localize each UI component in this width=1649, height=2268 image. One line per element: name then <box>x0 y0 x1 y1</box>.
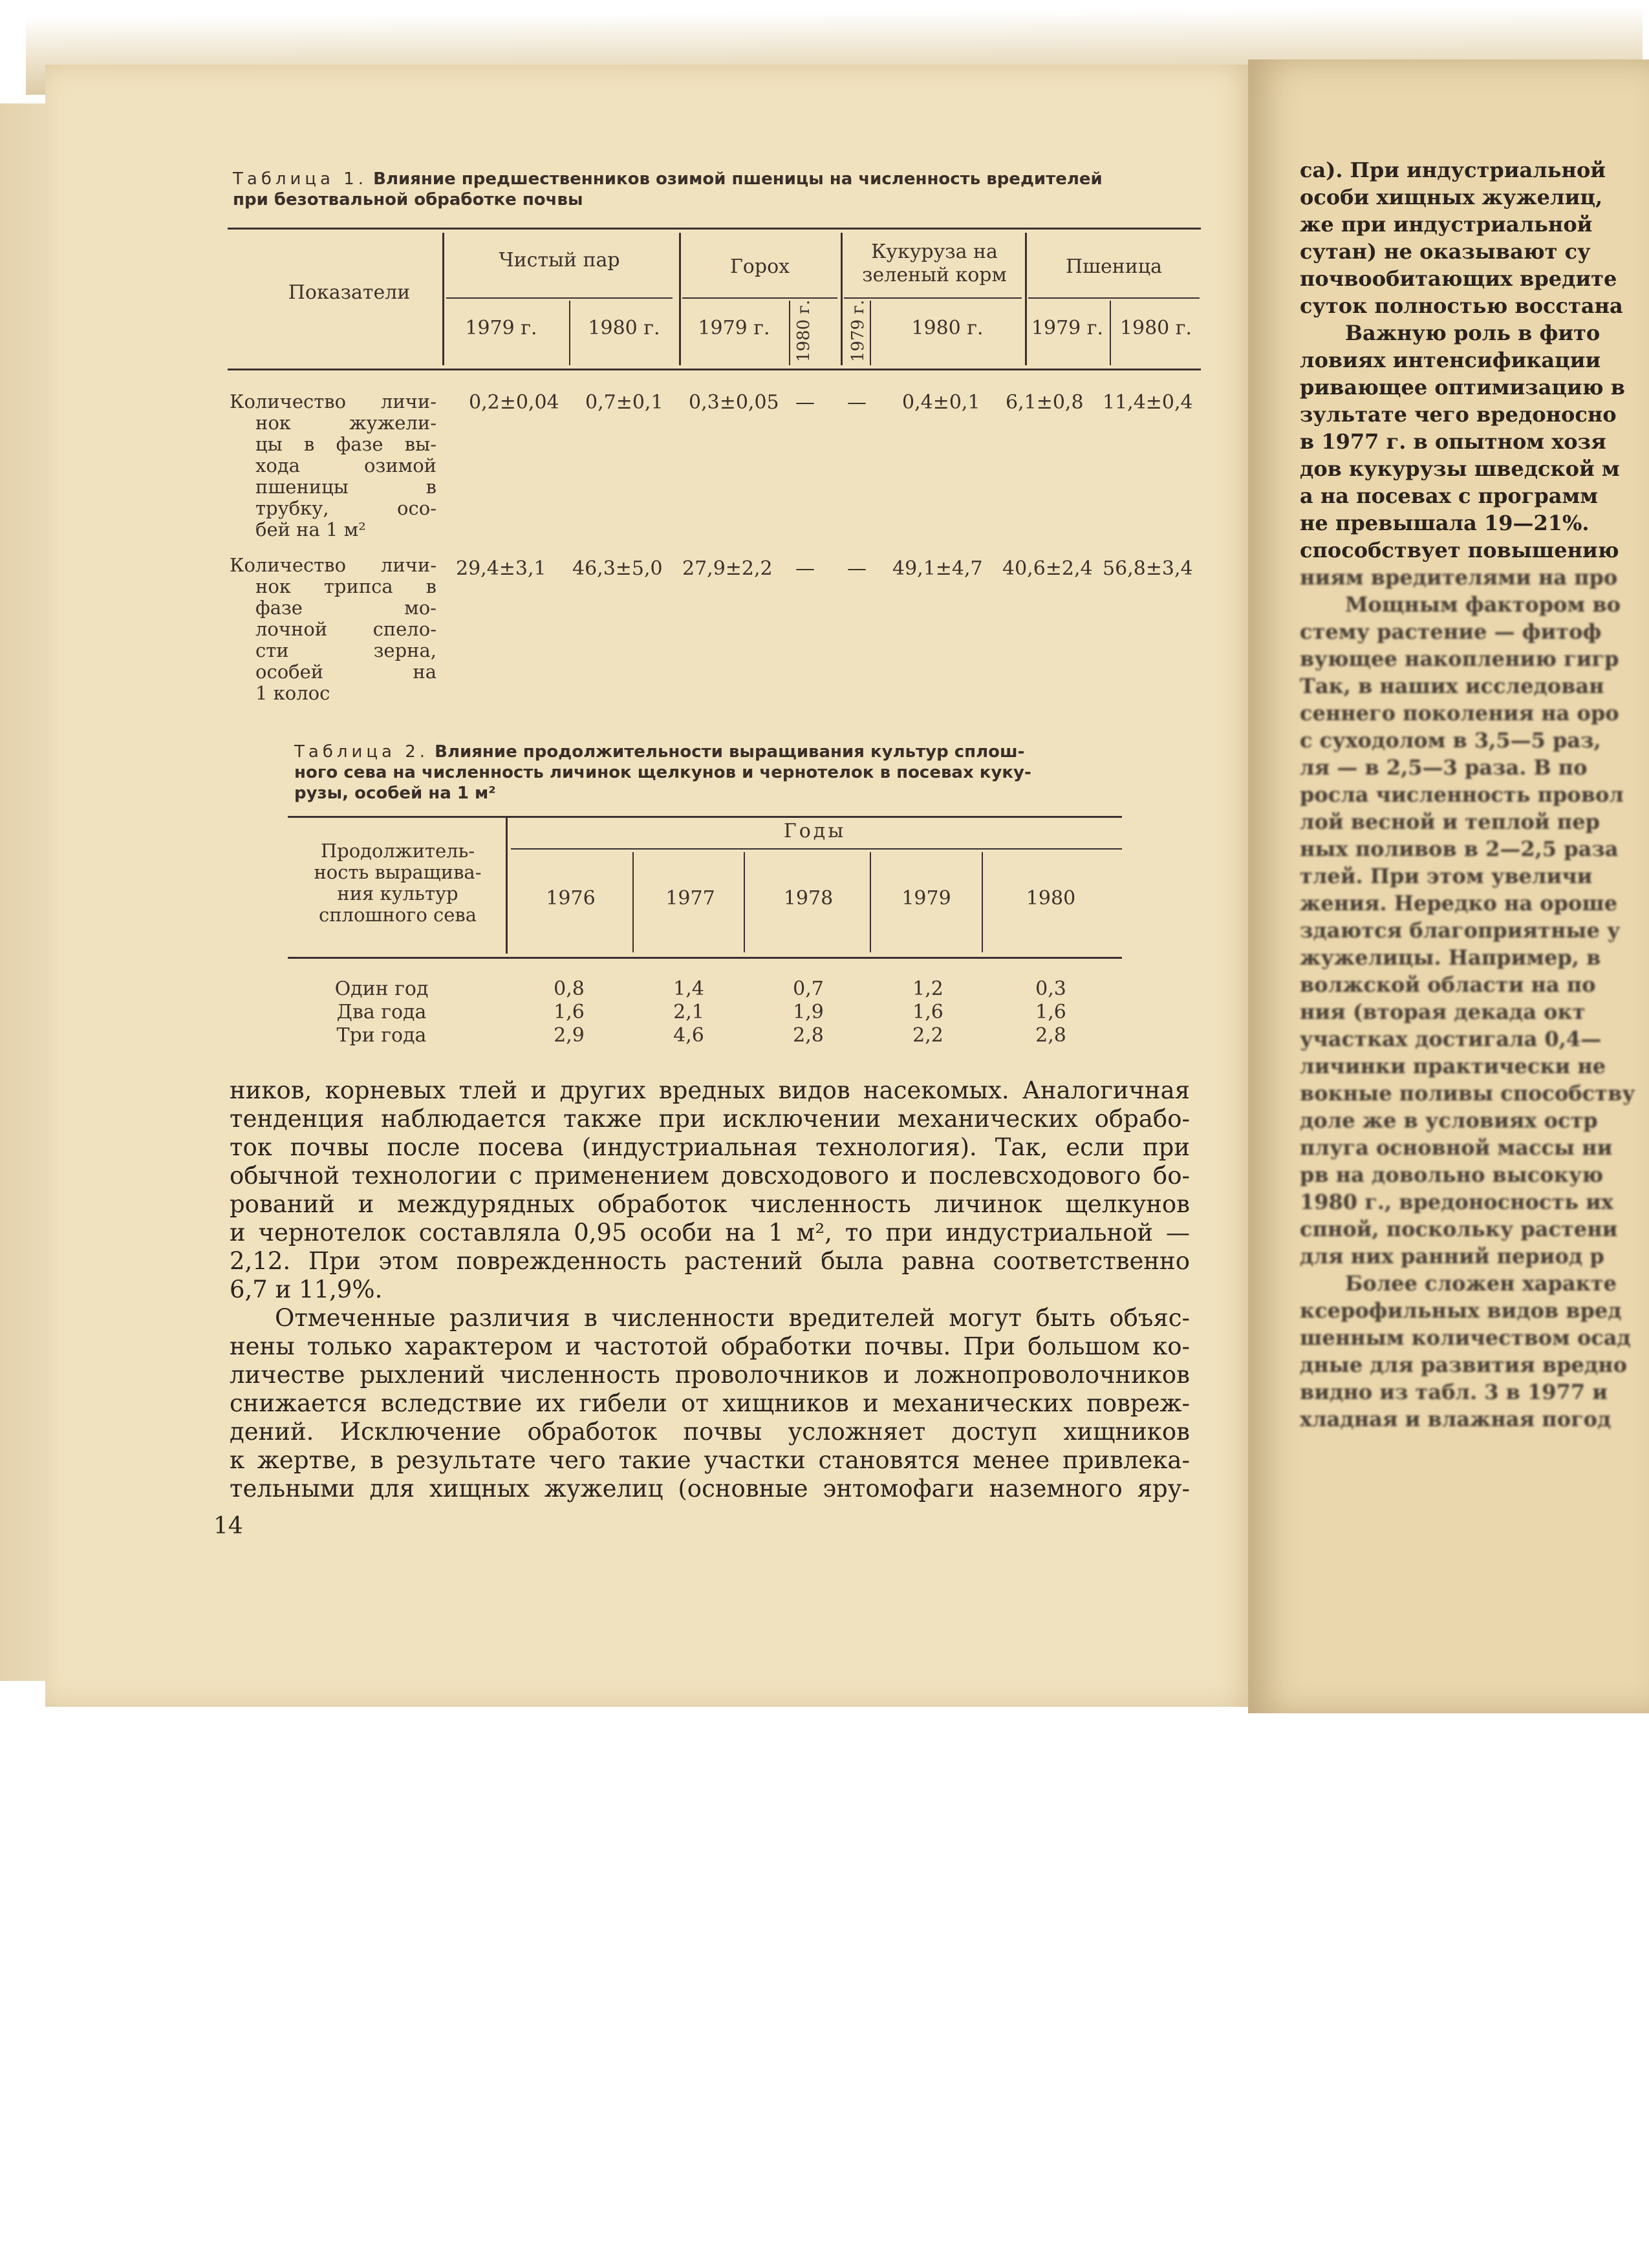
table2-col-1980 <box>1025 978 1077 1047</box>
table1-row2-label-line: фазе мо- <box>255 597 436 619</box>
body-line: ток почвы после посева (индустриальная технология). Так, если при <box>230 1133 1190 1161</box>
table2-caption-line1 <box>294 742 1024 762</box>
right-page-line: для них ранний период р <box>1300 1244 1604 1268</box>
right-page-line: в 1977 г. в опытном хозя <box>1300 429 1606 454</box>
body-line: обычной технологии с применением довсходового и послевсходового бо- <box>230 1162 1190 1190</box>
table1-row2-label-line: особей на <box>255 661 436 683</box>
table2-year: 1979 <box>901 887 951 910</box>
table2-cell: 1,4 <box>673 978 704 1000</box>
right-page-line: хладная и влажная погод <box>1300 1407 1611 1431</box>
table1-year: 1979 г. <box>1031 317 1104 339</box>
table2-title-line2: ного сева на численность личинок щелкунов и чернотелок в посевах куку- <box>294 763 1031 782</box>
right-page-line: ксерофильных видов вред <box>1300 1298 1622 1323</box>
table2-col-head <box>291 840 504 926</box>
table1-row1-label-line: пшеницы в <box>255 476 436 498</box>
table2-cell: 0,3 <box>1035 978 1066 1000</box>
table2-cell: 2,1 <box>673 1001 704 1023</box>
right-page-line: ловиях интенсификации <box>1300 348 1601 372</box>
right-page-line: ных поливов в 2—2,5 раза <box>1300 837 1619 861</box>
table1-group-wheat: Пшеница <box>1066 255 1162 278</box>
table1-cell: 0,2±0,04 <box>469 391 559 414</box>
table1-subrule <box>446 297 673 299</box>
table1-group-peas: Горох <box>729 255 790 278</box>
table2-cell: 2,8 <box>1035 1024 1066 1047</box>
right-page-line: рв на довольно высокую <box>1300 1162 1604 1187</box>
right-page-line: почвообитающих вредите <box>1300 266 1617 291</box>
table1-cell: 46,3±5,0 <box>572 557 663 580</box>
body-line: рований и междурядных обработок численность личинок щелкунов <box>230 1190 1190 1218</box>
body-line: Отмеченные различия в численности вредителей могут быть объяс- <box>275 1304 1190 1332</box>
right-page-line: стему растение — фитоф <box>1300 619 1602 644</box>
table1-vrule <box>841 233 843 365</box>
table1-row1-label-line: нок жужели- <box>255 412 436 434</box>
table1-year: 1980 г. <box>588 317 660 339</box>
table1-vrule <box>1110 301 1111 365</box>
table1-header-rule <box>228 369 1201 370</box>
table1-title-line1: Влияние предшественников озимой пшеницы на численность вредителей <box>373 169 1103 189</box>
body-line: ников, корневых тлей и других вредных видов насекомых. Аналогичная <box>230 1076 1190 1104</box>
table1-row1-label-line: Количество личи- <box>230 390 436 412</box>
table2-col-1979 <box>902 978 954 1047</box>
right-page-line: с суходолом в 3,5—5 раз, <box>1300 728 1601 753</box>
right-page-line: плуга основной массы ни <box>1300 1135 1613 1160</box>
table1-cell: 27,9±2,2 <box>682 557 773 580</box>
table1-row2-label-line: 1 колос <box>255 682 330 704</box>
right-page-line: ниям вредителями на про <box>1300 565 1618 590</box>
table1-row1-label-line: трубку, осо- <box>255 497 436 519</box>
right-page-line: особи хищных жужелиц, <box>1300 185 1603 209</box>
table1-cell: 0,4±0,1 <box>902 391 980 414</box>
body-line: 6,7 и 11,9%. <box>230 1276 383 1303</box>
table1-vrule <box>870 301 871 365</box>
body-line: тенденция наблюдается также при исключении механических обрабо- <box>230 1105 1190 1133</box>
table1-cell: — <box>847 391 867 414</box>
table2-year: 1980 <box>1026 887 1076 910</box>
right-page-line: волжской области на по <box>1300 972 1596 997</box>
table1-vrule <box>679 233 681 365</box>
table2-col-head-line: сплошного сева <box>318 904 477 926</box>
table1-year-rotated: 1979 г. <box>848 299 868 362</box>
body-line: тельными для хищных жужелиц (основные энтомофаги наземного яру- <box>230 1475 1190 1503</box>
table2-year: 1976 <box>546 887 596 910</box>
body-line: и чернотелок составляла 0,95 особи на 1 м², то при индустриальной — <box>230 1219 1190 1246</box>
right-page-line: же при индустриальной <box>1300 212 1593 237</box>
body-line: личестве рыхлений численность проволочников и ложнопроволочников <box>230 1361 1190 1389</box>
right-page-line: Важную роль в фито <box>1345 321 1600 345</box>
right-page-line: ния (вторая декада окт <box>1300 1000 1586 1024</box>
right-page-line: шенным количеством осад <box>1300 1325 1631 1350</box>
body-line: снижается вследствие их гибели от хищников и механических повреж- <box>230 1389 1190 1417</box>
right-page-line: ривающее оптимизацию в <box>1300 375 1625 400</box>
right-page-line: личинки практически не <box>1300 1054 1606 1078</box>
table1-cell: 29,4±3,1 <box>456 557 546 580</box>
right-page-line: здаются благоприятные у <box>1300 918 1621 943</box>
right-page-line: не превышала 19—21%. <box>1300 511 1590 535</box>
table2-year: 1978 <box>783 887 834 910</box>
right-page-line: зультате чего вредоносно <box>1300 402 1617 427</box>
right-page-line: вокные поливы способству <box>1300 1081 1635 1106</box>
table2-cell: 0,8 <box>554 978 585 1000</box>
table1-cell: — <box>795 557 815 580</box>
table1-vrule <box>789 301 790 365</box>
table2-col-1977 <box>663 978 715 1047</box>
table2-title-line1: Влияние продолжительности выращивания культур сплош- <box>435 742 1025 762</box>
table1-group-corn-1: Кукуруза на <box>871 241 998 263</box>
table1-row1-label-line: хода озимой <box>255 455 436 476</box>
table1-row2-label-line: лочной спело- <box>255 618 436 640</box>
table1-title-line2: при безотвальной обработке почвы <box>233 190 583 209</box>
body-line: к жертве, в результате чего такие участки становятся менее привлека- <box>230 1446 1190 1474</box>
table2-year: 1977 <box>665 887 715 910</box>
table1-row2-label <box>230 555 436 704</box>
right-page-line: са). При индустриальной <box>1300 158 1606 182</box>
table2-cell: 2,2 <box>912 1024 943 1047</box>
table2-row-label: Один год <box>334 978 429 1000</box>
table1-vrule <box>442 233 444 365</box>
table1-subrule <box>682 297 837 299</box>
table1-cell: 11,4±0,4 <box>1103 391 1193 414</box>
right-page-line: вующее накоплению гигр <box>1300 647 1619 671</box>
table2-col-1976 <box>543 978 595 1047</box>
table2-row-label: Два года <box>336 1001 427 1023</box>
right-page-line: ля — в 2,5—3 раза. В по <box>1300 755 1588 780</box>
body-line: 2,12. При этом поврежденность растений была равна соответственно <box>230 1247 1190 1275</box>
right-page-line: дные для развития вредно <box>1300 1353 1627 1377</box>
table1-year-rotated: 1980 г. <box>794 299 814 362</box>
table2-col-head-line: ния культур <box>337 883 458 904</box>
right-page-line: спной, поскольку растени <box>1300 1217 1618 1241</box>
table2-cell: 1,9 <box>793 1001 824 1023</box>
table1-col-indicators: Показатели <box>288 281 411 304</box>
table1-year: 1979 г. <box>698 317 770 339</box>
table2-cell: 1,6 <box>554 1001 585 1023</box>
right-page-line: Так, в наших исследован <box>1300 674 1604 698</box>
table2-top-rule <box>288 816 1122 818</box>
table2-vrule <box>506 818 508 954</box>
right-page-line: а на посевах с программ <box>1300 484 1599 508</box>
table2-vrule <box>870 852 871 952</box>
table2-years-label: Годы <box>783 820 846 842</box>
right-page-line: Мощным фактором во <box>1345 592 1621 617</box>
scan-background <box>0 1713 1649 2268</box>
table1-year: 1979 г. <box>465 317 537 339</box>
right-page-line: доле же в условиях остр <box>1300 1108 1598 1133</box>
table2-cell: 2,8 <box>793 1024 824 1047</box>
table2-col-head-line: ность выращива- <box>314 861 482 883</box>
table1-row1-label-line: бей на 1 м² <box>255 519 366 540</box>
table2-cell: 0,7 <box>793 978 824 1000</box>
table1-row2-label-line: Количество личи- <box>230 554 436 576</box>
table1-label: Таблица 1. <box>233 169 368 189</box>
right-page-line: жужелицы. Например, в <box>1300 945 1601 970</box>
table2-cell: 2,9 <box>554 1024 585 1047</box>
table1-top-rule <box>228 228 1201 230</box>
table2-row-labels <box>291 978 472 1047</box>
table2-vrule <box>744 852 745 952</box>
right-page-line: лой весной и теплой пер <box>1300 809 1600 834</box>
table2-cell: 1,6 <box>912 1001 943 1023</box>
table2-vrule <box>982 852 983 952</box>
table1-cell: — <box>847 557 867 580</box>
table2-vrule <box>632 852 634 952</box>
right-page-line: жения. Нередко на ороше <box>1300 891 1618 915</box>
table2-subrule <box>511 848 1122 850</box>
body-text <box>230 1076 1190 1503</box>
right-page-line: суток полностью восстана <box>1300 294 1623 318</box>
page-number: 14 <box>213 1513 243 1539</box>
right-page-line: участках достигала 0,4— <box>1300 1027 1602 1051</box>
table1-group-corn-2: зеленый корм <box>862 264 1007 286</box>
table1-cell: 0,3±0,05 <box>689 391 779 414</box>
table2-header-rule <box>288 957 1122 959</box>
table1-group-clean-fallow: Чистый пар <box>499 249 620 272</box>
table2-cell: 1,2 <box>912 978 943 1000</box>
table2-cell: 4,6 <box>673 1024 704 1047</box>
right-page-text <box>1300 156 1649 1433</box>
table1-cell: 49,1±4,7 <box>892 557 983 580</box>
table1-year: 1980 г. <box>1119 317 1192 339</box>
table2-title-line3: рузы, особей на 1 м² <box>294 784 496 803</box>
table1-cell: — <box>795 391 815 414</box>
table1-subrule <box>844 297 1022 299</box>
table2-row-label: Три года <box>336 1024 427 1047</box>
right-page <box>1248 59 1649 1715</box>
table2-col-head-line: Продолжитель- <box>320 840 475 862</box>
right-page-line: дов кукурузы шведской м <box>1300 456 1620 481</box>
right-page-line: способствует повышению <box>1300 538 1619 562</box>
right-page-line: видно из табл. 3 в 1977 и <box>1300 1380 1608 1404</box>
table1-cell: 0,7±0,1 <box>585 391 663 414</box>
right-page-line: 1980 г., вредоносность их <box>1300 1190 1613 1214</box>
right-page-line: Более сложен характе <box>1345 1271 1617 1296</box>
table1-year: 1980 г. <box>911 317 984 339</box>
table1-caption-line1 <box>233 169 1103 189</box>
right-page-line: сеннего поколения на оро <box>1300 701 1619 725</box>
right-page-line: сутан) не оказывают су <box>1300 239 1591 264</box>
table1-vrule <box>1025 233 1027 365</box>
table1-row1-label-line: цы в фазе вы- <box>255 433 436 455</box>
table1-subrule <box>1028 297 1200 299</box>
body-line: дений. Исключение обработок почвы усложняет доступ хищников <box>230 1418 1190 1446</box>
table1-cell: 40,6±2,4 <box>1002 557 1093 580</box>
table2-col-1978 <box>782 978 834 1047</box>
table1-cell: 6,1±0,8 <box>1006 391 1084 414</box>
body-line: нены только характером и частотой обработки почвы. При большом ко- <box>230 1332 1190 1360</box>
right-page-line: росла численность провол <box>1300 782 1624 807</box>
table1-row2-label-line: нок трипса в <box>255 575 436 597</box>
table2-cell: 1,6 <box>1035 1001 1066 1023</box>
table1-row1-label <box>230 391 436 540</box>
table1-cell: 56,8±3,4 <box>1103 557 1193 580</box>
right-page-line: тлей. При этом увеличи <box>1300 864 1593 888</box>
table2-label: Таблица 2. <box>294 742 429 762</box>
table1-row2-label-line: сти зерна, <box>255 639 436 661</box>
